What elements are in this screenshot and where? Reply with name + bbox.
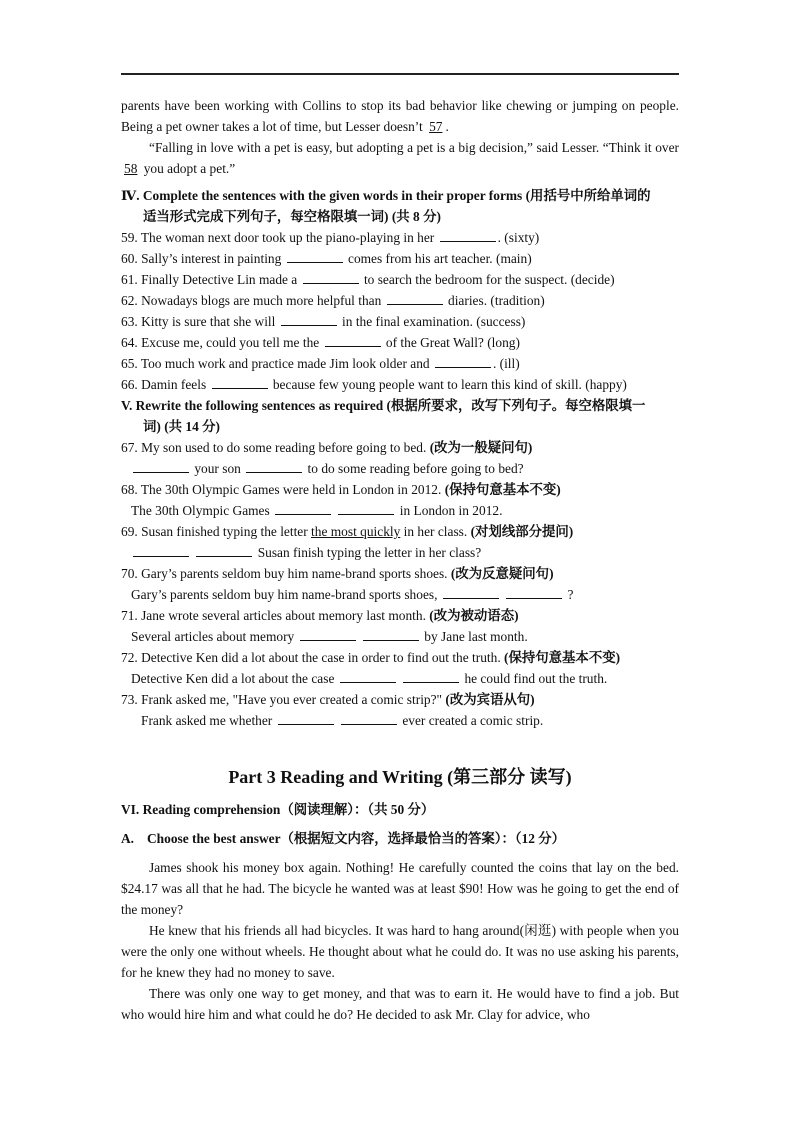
- question-text: 73. Frank asked me, "Have you ever created a comic strip?": [121, 692, 446, 707]
- answer-text: Frank asked me whether: [141, 713, 276, 728]
- question-text: 59. The woman next door took up the piano-playing in her: [121, 230, 438, 245]
- question-text: 67. My son used to do some reading before going to bed.: [121, 440, 430, 455]
- answer-blank[interactable]: [440, 229, 496, 242]
- answer-text: ever created a comic strip.: [398, 713, 544, 728]
- question-hint: (保持句意基本不变): [444, 482, 561, 497]
- blank-58[interactable]: 58: [124, 161, 138, 176]
- question-68: [121, 479, 679, 500]
- answer-72: [121, 668, 679, 689]
- question-72: [121, 647, 679, 668]
- answer-blank[interactable]: [506, 586, 562, 599]
- question-67: [121, 437, 679, 458]
- top-rule: [121, 73, 679, 75]
- question-text: to search the bedroom for the suspect. (decide): [360, 272, 615, 287]
- heading-text: Ⅳ. Complete the sentences with the given words in their proper forms (用括号中所给单词的: [121, 188, 651, 203]
- answer-text: by Jane last month.: [420, 629, 528, 644]
- question-hint: (改为被动语态): [429, 608, 519, 623]
- question-text: . (ill): [492, 356, 520, 371]
- question-text: 65. Too much work and practice made Jim look older and: [121, 356, 433, 371]
- question-hint: (保持句意基本不变): [504, 650, 621, 665]
- question-70: [121, 563, 679, 584]
- question-64: [121, 332, 679, 353]
- answer-blank[interactable]: [403, 670, 459, 683]
- question-text: 63. Kitty is sure that she will: [121, 314, 279, 329]
- passage-text: .: [445, 119, 449, 134]
- answer-67: [121, 458, 679, 479]
- answer-blank[interactable]: [287, 250, 343, 263]
- heading-text: V. Rewrite the following sentences as required (根据所要求，改写下列句子。每空格限填一: [121, 398, 646, 413]
- question-text: diaries. (tradition): [444, 293, 545, 308]
- answer-blank[interactable]: [338, 502, 394, 515]
- question-text: 72. Detective Ken did a lot about the case in order to find out the truth.: [121, 650, 505, 665]
- answer-text: Detective Ken did a lot about the case: [131, 671, 338, 686]
- question-61: [121, 269, 679, 290]
- passage-tail-line: [121, 95, 679, 137]
- question-60: [121, 248, 679, 269]
- question-text: 69. Susan finished typing the letter: [121, 524, 312, 539]
- answer-text: your son: [191, 461, 245, 476]
- answer-73: [121, 710, 679, 731]
- question-hint: (改为宾语从句): [445, 692, 535, 707]
- answer-text: Several articles about memory: [131, 629, 298, 644]
- answer-69: [121, 542, 679, 563]
- answer-blank[interactable]: [363, 628, 419, 641]
- passage-text: “Falling in love with a pet is easy, but adopting a pet is a big decision,” said Lesser. “Think it over: [149, 140, 679, 155]
- question-73: [121, 689, 679, 710]
- question-text: 61. Finally Detective Lin made a: [121, 272, 301, 287]
- answer-blank[interactable]: [303, 271, 359, 284]
- answer-blank[interactable]: [133, 544, 189, 557]
- answer-blank[interactable]: [278, 712, 334, 725]
- answer-blank[interactable]: [325, 334, 381, 347]
- question-text: 70. Gary’s parents seldom buy him name-brand sports shoes.: [121, 566, 451, 581]
- answer-blank[interactable]: [196, 544, 252, 557]
- question-text: 66. Damin feels: [121, 377, 210, 392]
- reading-paragraph-2: He knew that his friends all had bicycles. It was hard to hang around(闲逛) with people when you were the only one without wheels. He thought about what he could do. It was no use asking his parents, for he knew they had no money to save.: [121, 923, 679, 980]
- question-text: 71. Jane wrote several articles about memory last month.: [121, 608, 430, 623]
- answer-blank[interactable]: [443, 586, 499, 599]
- answer-text: Susan finish typing the letter in her class?: [254, 545, 482, 560]
- passage-text: you adopt a pet.”: [140, 161, 236, 176]
- exam-page: [121, 95, 679, 1025]
- heading-text-cont: 词) (共 14 分): [143, 419, 220, 434]
- reading-paragraph-1: James shook his money box again. Nothing! He carefully counted the coins that lay on the bed. $24.17 was all that he had. The bicycle he wanted was at least $90! How was he going to get the end of the money?: [121, 860, 679, 917]
- underlined-phrase: the most quickly: [311, 524, 401, 539]
- answer-70: [121, 584, 679, 605]
- answer-blank[interactable]: [212, 376, 268, 389]
- answer-text: he could find out the truth.: [461, 671, 608, 686]
- answer-blank[interactable]: [435, 355, 491, 368]
- answer-text: to do some reading before going to bed?: [304, 461, 524, 476]
- question-text: . (sixty): [497, 230, 540, 245]
- subsection-text: Choose the best answer（根据短文内容，选择最恰当的答案）：（12 分）: [147, 831, 566, 846]
- section-4-heading: [121, 185, 679, 227]
- question-text: 62. Nowadays blogs are much more helpful than: [121, 293, 385, 308]
- question-text: of the Great Wall? (long): [382, 335, 520, 350]
- heading-text-cont: 适当形式完成下列句子，每空格限填一词) (共 8 分): [143, 209, 441, 224]
- question-text: 68. The 30th Olympic Games were held in London in 2012.: [121, 482, 445, 497]
- question-62: [121, 290, 679, 311]
- answer-text: in London in 2012.: [396, 503, 503, 518]
- subsection-a-heading: [121, 828, 679, 849]
- answer-text: ?: [564, 587, 574, 602]
- answer-blank[interactable]: [341, 712, 397, 725]
- question-text: 60. Sally’s interest in painting: [121, 251, 285, 266]
- blank-57[interactable]: 57: [429, 119, 443, 134]
- answer-blank[interactable]: [281, 313, 337, 326]
- answer-blank[interactable]: [387, 292, 443, 305]
- answer-blank[interactable]: [246, 460, 302, 473]
- answer-blank[interactable]: [300, 628, 356, 641]
- section-6-heading: VI. Reading comprehension（阅读理解）：（共 50 分）: [121, 802, 435, 817]
- answer-blank[interactable]: [275, 502, 331, 515]
- answer-text: The 30th Olympic Games: [131, 503, 274, 518]
- question-63: [121, 311, 679, 332]
- question-59: [121, 227, 679, 248]
- answer-blank[interactable]: [133, 460, 189, 473]
- answer-68: [121, 500, 679, 521]
- reading-paragraph-3: There was only one way to get money, and that was to earn it. He would have to find a job. But who would hire him and what could he do? He decided to ask Mr. Clay for advice, who: [121, 986, 679, 1022]
- part-3-title: Part 3 Reading and Writing (第三部分 读写): [228, 767, 572, 787]
- question-65: [121, 353, 679, 374]
- question-text: because few young people want to learn this kind of skill. (happy): [269, 377, 627, 392]
- passage-quote: [121, 137, 679, 179]
- question-text: in the final examination. (success): [338, 314, 526, 329]
- question-hint: (对划线部分提问): [470, 524, 574, 539]
- passage-text: parents have been working with Collins to stop its bad behavior like chewing or jumping on people. Being a pet owner takes a lot of time, but Lesser doesn’t: [121, 98, 679, 134]
- answer-text: Gary’s parents seldom buy him name-brand sports shoes,: [131, 587, 441, 602]
- question-66: [121, 374, 679, 395]
- question-69: [121, 521, 679, 542]
- question-text: 64. Excuse me, could you tell me the: [121, 335, 323, 350]
- section-5-heading: [121, 395, 679, 437]
- question-text: in her class.: [400, 524, 471, 539]
- subsection-label: A.: [121, 831, 135, 846]
- question-hint: (改为一般疑问句): [429, 440, 533, 455]
- answer-71: [121, 626, 679, 647]
- answer-blank[interactable]: [340, 670, 396, 683]
- question-71: [121, 605, 679, 626]
- question-text: comes from his art teacher. (main): [344, 251, 532, 266]
- question-hint: (改为反意疑问句): [450, 566, 554, 581]
